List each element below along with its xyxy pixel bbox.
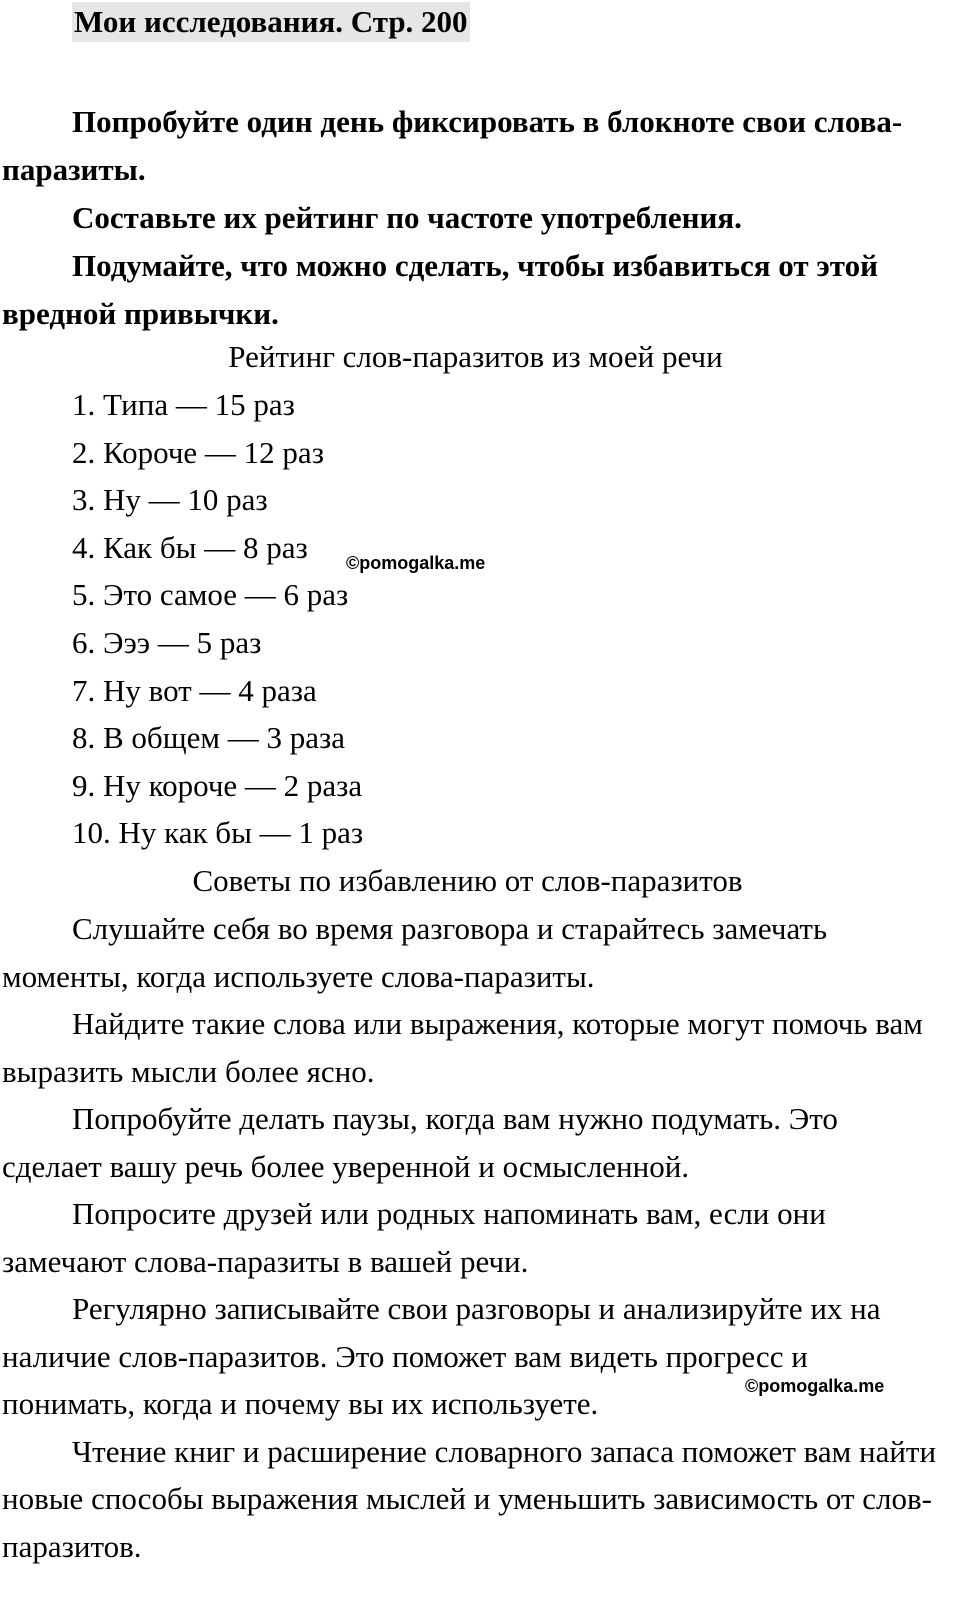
rating-item-3: 3. Ну — 10 раз — [72, 482, 268, 518]
advice-paragraph-6: Чтение книг и расширение словарного запаса поможет вам найти новые способы выражения мыслей и уменьшить зависимость от слов-паразитов. — [2, 1433, 937, 1564]
rating-item-10: 10. Ну как бы — 1 раз — [72, 815, 364, 851]
watermark: ©pomogalka.me — [745, 1376, 885, 1396]
task-paragraph-3: Подумайте, что можно сделать, чтобы избавиться от этой вредной привычки. — [2, 248, 878, 331]
advice-paragraph-3: Попробуйте делать паузы, когда вам нужно подумать. Это сделает вашу речь более уверенной и осмысленной. — [2, 1101, 838, 1184]
watermark: ©pomogalka.me — [346, 553, 486, 573]
advice-paragraph-2: Найдите такие слова или выражения, которые могут помочь вам выразить мысли более ясно. — [2, 1006, 923, 1089]
advice-paragraph-4: Попросите друзей или родных напоминать вам, если они замечают слова-паразиты в вашей речи. — [2, 1196, 826, 1279]
rating-item-7: 7. Ну вот — 4 раза — [72, 672, 317, 708]
task-paragraph-1: Попробуйте один день фиксировать в блокноте свои слова-паразиты. — [2, 104, 903, 187]
page-title: Мои исследования. Стр. 200 — [72, 2, 470, 42]
rating-item-6: 6. Эээ — 5 раз — [72, 624, 262, 660]
rating-list — [72, 381, 363, 857]
advice-paragraph-5: Регулярно записывайте свои разговоры и анализируйте их на наличие слов-паразитов. Это поможет вам видеть прогресс и понимать, когда и почему вы их используете. — [2, 1291, 881, 1421]
rating-title: Рейтинг слов-паразитов из моей речи — [228, 339, 723, 374]
advice-block — [2, 905, 937, 1570]
rating-item-8: 8. В общем — 3 раза — [72, 720, 345, 756]
advice-paragraph-1: Слушайте себя во время разговора и старайтесь замечать моменты, когда используете слова-паразиты. — [2, 911, 828, 994]
rating-item-9: 9. Ну короче — 2 раза — [72, 767, 363, 803]
advice-title: Советы по избавлению от слов-паразитов — [192, 863, 743, 898]
task-block — [2, 98, 937, 338]
rating-item-5: 5. Это самое — 6 раз — [72, 577, 349, 613]
rating-item-2: 2. Короче — 12 раз — [72, 434, 324, 470]
rating-item-1: 1. Типа — 15 раз — [72, 387, 295, 422]
rating-item-4: 4. Как бы — 8 раз — [72, 529, 308, 565]
task-paragraph-2: Составьте их рейтинг по частоте употребления. — [72, 200, 742, 235]
